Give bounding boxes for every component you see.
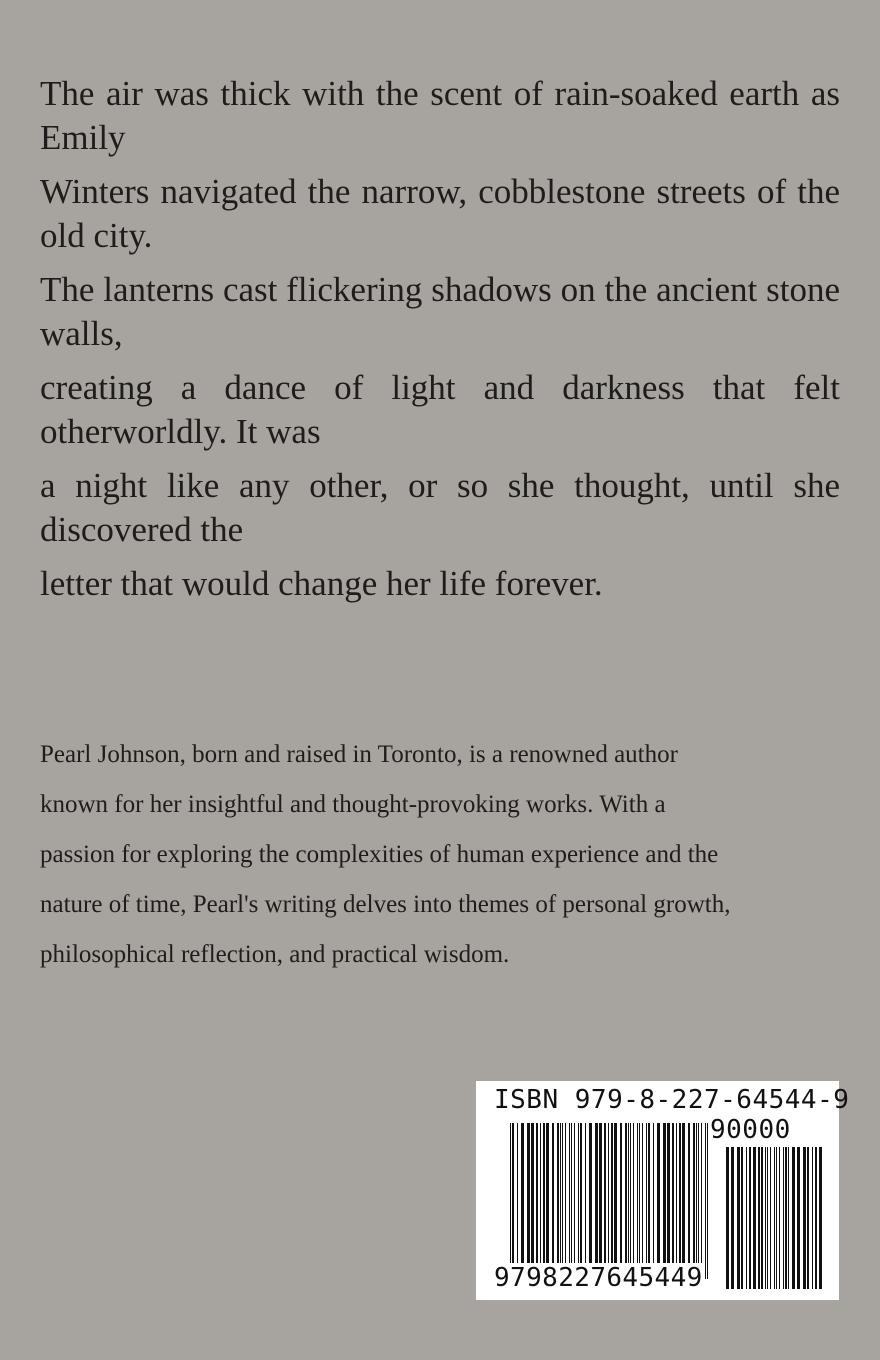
barcode-bar (783, 1147, 784, 1289)
barcode-bar (521, 1123, 524, 1271)
barcode-bar (761, 1147, 763, 1289)
barcode-bar (812, 1147, 813, 1289)
barcode-bar (557, 1123, 559, 1271)
barcode-bar (688, 1123, 690, 1271)
barcode-bar (779, 1147, 780, 1289)
ean-digits: 9798227645449 (494, 1263, 703, 1293)
barcode-bar (698, 1123, 699, 1271)
barcode-bar (633, 1123, 634, 1271)
barcode-bar (562, 1123, 563, 1271)
barcode-bar (628, 1123, 629, 1271)
excerpt-paragraph: The lanterns cast flickering shadows on the ancient stone walls, (40, 270, 840, 353)
excerpt-paragraph: a night like any other, or so she thought, until she discovered the (40, 466, 840, 549)
barcode-bar (663, 1123, 666, 1271)
barcode-bar (648, 1123, 650, 1271)
barcode-bar (560, 1123, 561, 1271)
barcode-bar (679, 1123, 681, 1271)
barcode-bar (540, 1123, 541, 1271)
barcode-bar (552, 1123, 554, 1271)
barcode-bar (696, 1123, 697, 1271)
barcode-bar (657, 1123, 660, 1271)
excerpt-paragraph: The air was thick with the scent of rain-soaked earth as Emily (40, 74, 840, 157)
barcode-bar (788, 1147, 789, 1289)
barcode-bar (620, 1123, 622, 1271)
barcode-bar (797, 1147, 800, 1289)
author-bio: Pearl Johnson, born and raised in Toronto, is a renowned author known for her insightful and thought-provoking works. With a passion for exploring the complexities of human experience and the nature of time, Pearl's writing delves into themes of personal growth, philosophical reflection, and practical wisdom. (40, 741, 731, 968)
barcode-bar (753, 1147, 756, 1289)
isbn-label: ISBN 979-8-227-64544-9 (494, 1085, 850, 1115)
barcode-bar (653, 1123, 654, 1271)
barcode-bar (512, 1123, 514, 1279)
excerpt (40, 72, 840, 616)
excerpt-paragraph: Winters navigated the narrow, cobblestone streets of the old city. (40, 172, 840, 255)
barcode-bar (625, 1123, 627, 1271)
barcode-bar (608, 1123, 609, 1279)
barcode-bar (672, 1123, 674, 1271)
barcode-bar (815, 1147, 817, 1289)
barcode-bar (611, 1123, 613, 1279)
barcode-bar (770, 1147, 771, 1289)
isbn-barcode (476, 1081, 850, 1300)
barcode-bar (741, 1147, 743, 1289)
barcode-bar (517, 1123, 518, 1271)
barcode-bar (758, 1147, 760, 1289)
barcode-bar (792, 1147, 795, 1289)
excerpt-paragraph: letter that would change her life forever. (40, 564, 603, 603)
barcode-bar (571, 1123, 572, 1271)
barcode-bar (785, 1147, 787, 1289)
barcode-bar (543, 1123, 545, 1271)
barcode-bar (604, 1123, 606, 1271)
barcode-bar (585, 1123, 586, 1271)
barcode-bar (536, 1123, 538, 1271)
barcode-bar (546, 1123, 549, 1271)
barcode-bar (749, 1147, 751, 1289)
barcode-bar (807, 1147, 809, 1289)
barcode-bar (776, 1147, 777, 1289)
barcode-bar (599, 1123, 602, 1271)
barcode-bar (819, 1147, 822, 1289)
barcode-bar (646, 1123, 647, 1271)
barcode-bar (531, 1123, 534, 1271)
barcode-bar (527, 1123, 530, 1271)
barcode-bar (574, 1123, 575, 1271)
barcode-bar (569, 1123, 570, 1271)
barcode-bar (667, 1123, 670, 1271)
barcode-bar (639, 1123, 640, 1271)
barcode-bar (580, 1123, 582, 1271)
addon-price: 90000 (710, 1115, 791, 1145)
barcode-bar (693, 1123, 695, 1271)
barcode-bar (565, 1123, 566, 1271)
barcode-bar (614, 1123, 617, 1271)
barcode-bar (701, 1123, 702, 1271)
barcode-bar (774, 1147, 775, 1289)
barcode-bar (707, 1123, 708, 1279)
excerpt-paragraph: creating a dance of light and darkness that felt otherworldly. It was (40, 368, 840, 451)
barcode-bar (676, 1123, 677, 1271)
barcode-bar (578, 1123, 579, 1271)
barcode-bar (642, 1123, 643, 1271)
barcode-bar (637, 1123, 638, 1271)
barcode-bar (589, 1123, 592, 1271)
barcode-bar (803, 1147, 806, 1289)
barcode-bar (682, 1123, 685, 1271)
barcode-bar (510, 1123, 511, 1279)
barcode-bar (726, 1147, 729, 1289)
barcode-bar (767, 1147, 768, 1289)
barcode-bar (595, 1123, 598, 1271)
barcode-bar (765, 1147, 766, 1289)
barcode-bar (731, 1147, 734, 1289)
barcode-bar (705, 1123, 706, 1279)
barcode-bar (630, 1123, 631, 1271)
barcode-bar (746, 1147, 747, 1289)
barcode-bar (737, 1147, 740, 1289)
